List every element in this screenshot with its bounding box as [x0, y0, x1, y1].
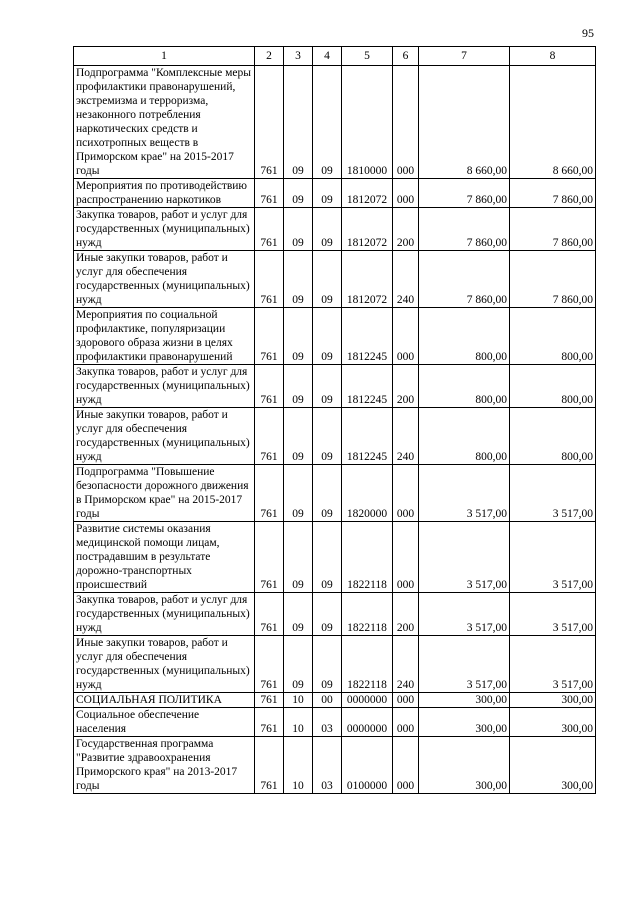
expense-type-cell: 240 — [393, 636, 419, 693]
target-article-cell: 1822118 — [342, 636, 393, 693]
row-name-cell: Мероприятия по социальной профилактике, популяризации здорового образа жизни в целях профилактики правонарушений — [74, 308, 255, 365]
ministry-code-cell: 761 — [255, 179, 284, 208]
amount-cell: 3 517,00 — [510, 636, 596, 693]
subsection-code-cell: 09 — [313, 465, 342, 522]
row-name-cell: Социальное обеспечение населения — [74, 708, 255, 737]
subsection-code-cell: 09 — [313, 179, 342, 208]
subsection-code-cell: 09 — [313, 208, 342, 251]
section-code-cell: 09 — [284, 636, 313, 693]
ministry-code-cell: 761 — [255, 66, 284, 179]
amount-cell: 3 517,00 — [510, 522, 596, 593]
table-body — [74, 66, 596, 794]
section-code-cell: 09 — [284, 179, 313, 208]
target-article-cell: 1812245 — [342, 308, 393, 365]
ministry-code-cell: 761 — [255, 365, 284, 408]
ministry-code-cell: 761 — [255, 708, 284, 737]
amount-cell: 7 860,00 — [510, 251, 596, 308]
table-row — [74, 708, 596, 737]
amount-cell: 800,00 — [510, 365, 596, 408]
expense-type-cell: 000 — [393, 179, 419, 208]
expense-type-cell: 000 — [393, 693, 419, 708]
amount-cell: 7 860,00 — [419, 251, 510, 308]
expense-type-cell: 200 — [393, 593, 419, 636]
row-name-cell: Государственная программа "Развитие здравоохранения Приморского края" на 2013-2017 годы — [74, 737, 255, 794]
header-cell: 6 — [393, 47, 419, 66]
amount-cell: 3 517,00 — [419, 465, 510, 522]
section-code-cell: 09 — [284, 408, 313, 465]
table-row — [74, 465, 596, 522]
row-name-cell: Иные закупки товаров, работ и услуг для обеспечения государственных (муниципальных) нужд — [74, 408, 255, 465]
section-code-cell: 10 — [284, 708, 313, 737]
header-cell: 2 — [255, 47, 284, 66]
row-name-cell: Закупка товаров, работ и услуг для государственных (муниципальных) нужд — [74, 365, 255, 408]
target-article-cell: 1812245 — [342, 365, 393, 408]
expense-type-cell: 000 — [393, 308, 419, 365]
expense-type-cell: 000 — [393, 465, 419, 522]
amount-cell: 7 860,00 — [510, 208, 596, 251]
row-name-cell: Иные закупки товаров, работ и услуг для обеспечения государственных (муниципальных) нужд — [74, 251, 255, 308]
table-row — [74, 251, 596, 308]
amount-cell: 300,00 — [510, 708, 596, 737]
subsection-code-cell: 09 — [313, 251, 342, 308]
amount-cell: 3 517,00 — [510, 593, 596, 636]
section-code-cell: 09 — [284, 522, 313, 593]
amount-cell: 800,00 — [419, 408, 510, 465]
table-row — [74, 636, 596, 693]
expense-type-cell: 000 — [393, 737, 419, 794]
budget-table — [73, 46, 596, 794]
target-article-cell: 1812245 — [342, 408, 393, 465]
section-code-cell: 09 — [284, 308, 313, 365]
header-row — [74, 47, 596, 66]
target-article-cell: 1822118 — [342, 593, 393, 636]
row-name-cell: Развитие системы оказания медицинской помощи лицам, пострадавшим в результате дорожно-транспортных происшествий — [74, 522, 255, 593]
table-row — [74, 737, 596, 794]
expense-type-cell: 000 — [393, 708, 419, 737]
target-article-cell: 1810000 — [342, 66, 393, 179]
target-article-cell: 0000000 — [342, 693, 393, 708]
amount-cell: 7 860,00 — [419, 179, 510, 208]
subsection-code-cell: 09 — [313, 636, 342, 693]
table-row — [74, 308, 596, 365]
row-name-cell: Закупка товаров, работ и услуг для государственных (муниципальных) нужд — [74, 208, 255, 251]
table-row — [74, 365, 596, 408]
amount-cell: 800,00 — [510, 408, 596, 465]
target-article-cell: 1812072 — [342, 179, 393, 208]
target-article-cell: 1812072 — [342, 251, 393, 308]
amount-cell: 800,00 — [510, 308, 596, 365]
header-cell: 3 — [284, 47, 313, 66]
expense-type-cell: 240 — [393, 251, 419, 308]
subsection-code-cell: 00 — [313, 693, 342, 708]
section-code-cell: 09 — [284, 251, 313, 308]
expense-type-cell: 240 — [393, 408, 419, 465]
amount-cell: 3 517,00 — [419, 522, 510, 593]
expense-type-cell: 200 — [393, 208, 419, 251]
ministry-code-cell: 761 — [255, 522, 284, 593]
row-name-cell: Мероприятия по противодействию распространению наркотиков — [74, 179, 255, 208]
ministry-code-cell: 761 — [255, 408, 284, 465]
amount-cell: 7 860,00 — [510, 179, 596, 208]
amount-cell: 300,00 — [510, 737, 596, 794]
table-row — [74, 208, 596, 251]
ministry-code-cell: 761 — [255, 593, 284, 636]
table-row — [74, 593, 596, 636]
section-code-cell: 09 — [284, 365, 313, 408]
amount-cell: 3 517,00 — [419, 636, 510, 693]
ministry-code-cell: 761 — [255, 465, 284, 522]
amount-cell: 7 860,00 — [419, 208, 510, 251]
amount-cell: 800,00 — [419, 365, 510, 408]
amount-cell: 8 660,00 — [510, 66, 596, 179]
section-code-cell: 10 — [284, 693, 313, 708]
amount-cell: 800,00 — [419, 308, 510, 365]
ministry-code-cell: 761 — [255, 737, 284, 794]
expense-type-cell: 000 — [393, 66, 419, 179]
section-code-cell: 10 — [284, 737, 313, 794]
subsection-code-cell: 09 — [313, 593, 342, 636]
section-code-cell: 09 — [284, 465, 313, 522]
amount-cell: 300,00 — [419, 708, 510, 737]
target-article-cell: 1820000 — [342, 465, 393, 522]
header-cell: 5 — [342, 47, 393, 66]
row-name-cell: СОЦИАЛЬНАЯ ПОЛИТИКА — [74, 693, 255, 708]
amount-cell: 3 517,00 — [510, 465, 596, 522]
section-code-cell: 09 — [284, 66, 313, 179]
target-article-cell: 1812072 — [342, 208, 393, 251]
target-article-cell: 1822118 — [342, 522, 393, 593]
row-name-cell: Иные закупки товаров, работ и услуг для обеспечения государственных (муниципальных) нужд — [74, 636, 255, 693]
expense-type-cell: 200 — [393, 365, 419, 408]
section-code-cell: 09 — [284, 593, 313, 636]
subsection-code-cell: 09 — [313, 308, 342, 365]
ministry-code-cell: 761 — [255, 208, 284, 251]
page-number: 95 — [582, 26, 594, 40]
subsection-code-cell: 09 — [313, 365, 342, 408]
table-row — [74, 66, 596, 179]
header-cell: 1 — [74, 47, 255, 66]
target-article-cell: 0100000 — [342, 737, 393, 794]
table-row — [74, 408, 596, 465]
row-name-cell: Подпрограмма "Комплексные меры профилактики правонарушений, экстремизма и терроризма, незаконного потребления наркотических средств и психотропных веществ в Приморском крае" на 2015-2017 годы — [74, 66, 255, 179]
section-code-cell: 09 — [284, 208, 313, 251]
header-cell: 7 — [419, 47, 510, 66]
header-cell: 4 — [313, 47, 342, 66]
ministry-code-cell: 761 — [255, 308, 284, 365]
amount-cell: 3 517,00 — [419, 593, 510, 636]
expense-type-cell: 000 — [393, 522, 419, 593]
table-row — [74, 522, 596, 593]
subsection-code-cell: 03 — [313, 737, 342, 794]
table-row — [74, 693, 596, 708]
row-name-cell: Подпрограмма "Повышение безопасности дорожного движения в Приморском крае" на 2015-2017 годы — [74, 465, 255, 522]
subsection-code-cell: 09 — [313, 66, 342, 179]
table-row — [74, 179, 596, 208]
subsection-code-cell: 03 — [313, 708, 342, 737]
amount-cell: 300,00 — [419, 693, 510, 708]
ministry-code-cell: 761 — [255, 251, 284, 308]
target-article-cell: 0000000 — [342, 708, 393, 737]
amount-cell: 8 660,00 — [419, 66, 510, 179]
amount-cell: 300,00 — [510, 693, 596, 708]
row-name-cell: Закупка товаров, работ и услуг для государственных (муниципальных) нужд — [74, 593, 255, 636]
header-cell: 8 — [510, 47, 596, 66]
ministry-code-cell: 761 — [255, 693, 284, 708]
ministry-code-cell: 761 — [255, 636, 284, 693]
subsection-code-cell: 09 — [313, 522, 342, 593]
amount-cell: 300,00 — [419, 737, 510, 794]
subsection-code-cell: 09 — [313, 408, 342, 465]
